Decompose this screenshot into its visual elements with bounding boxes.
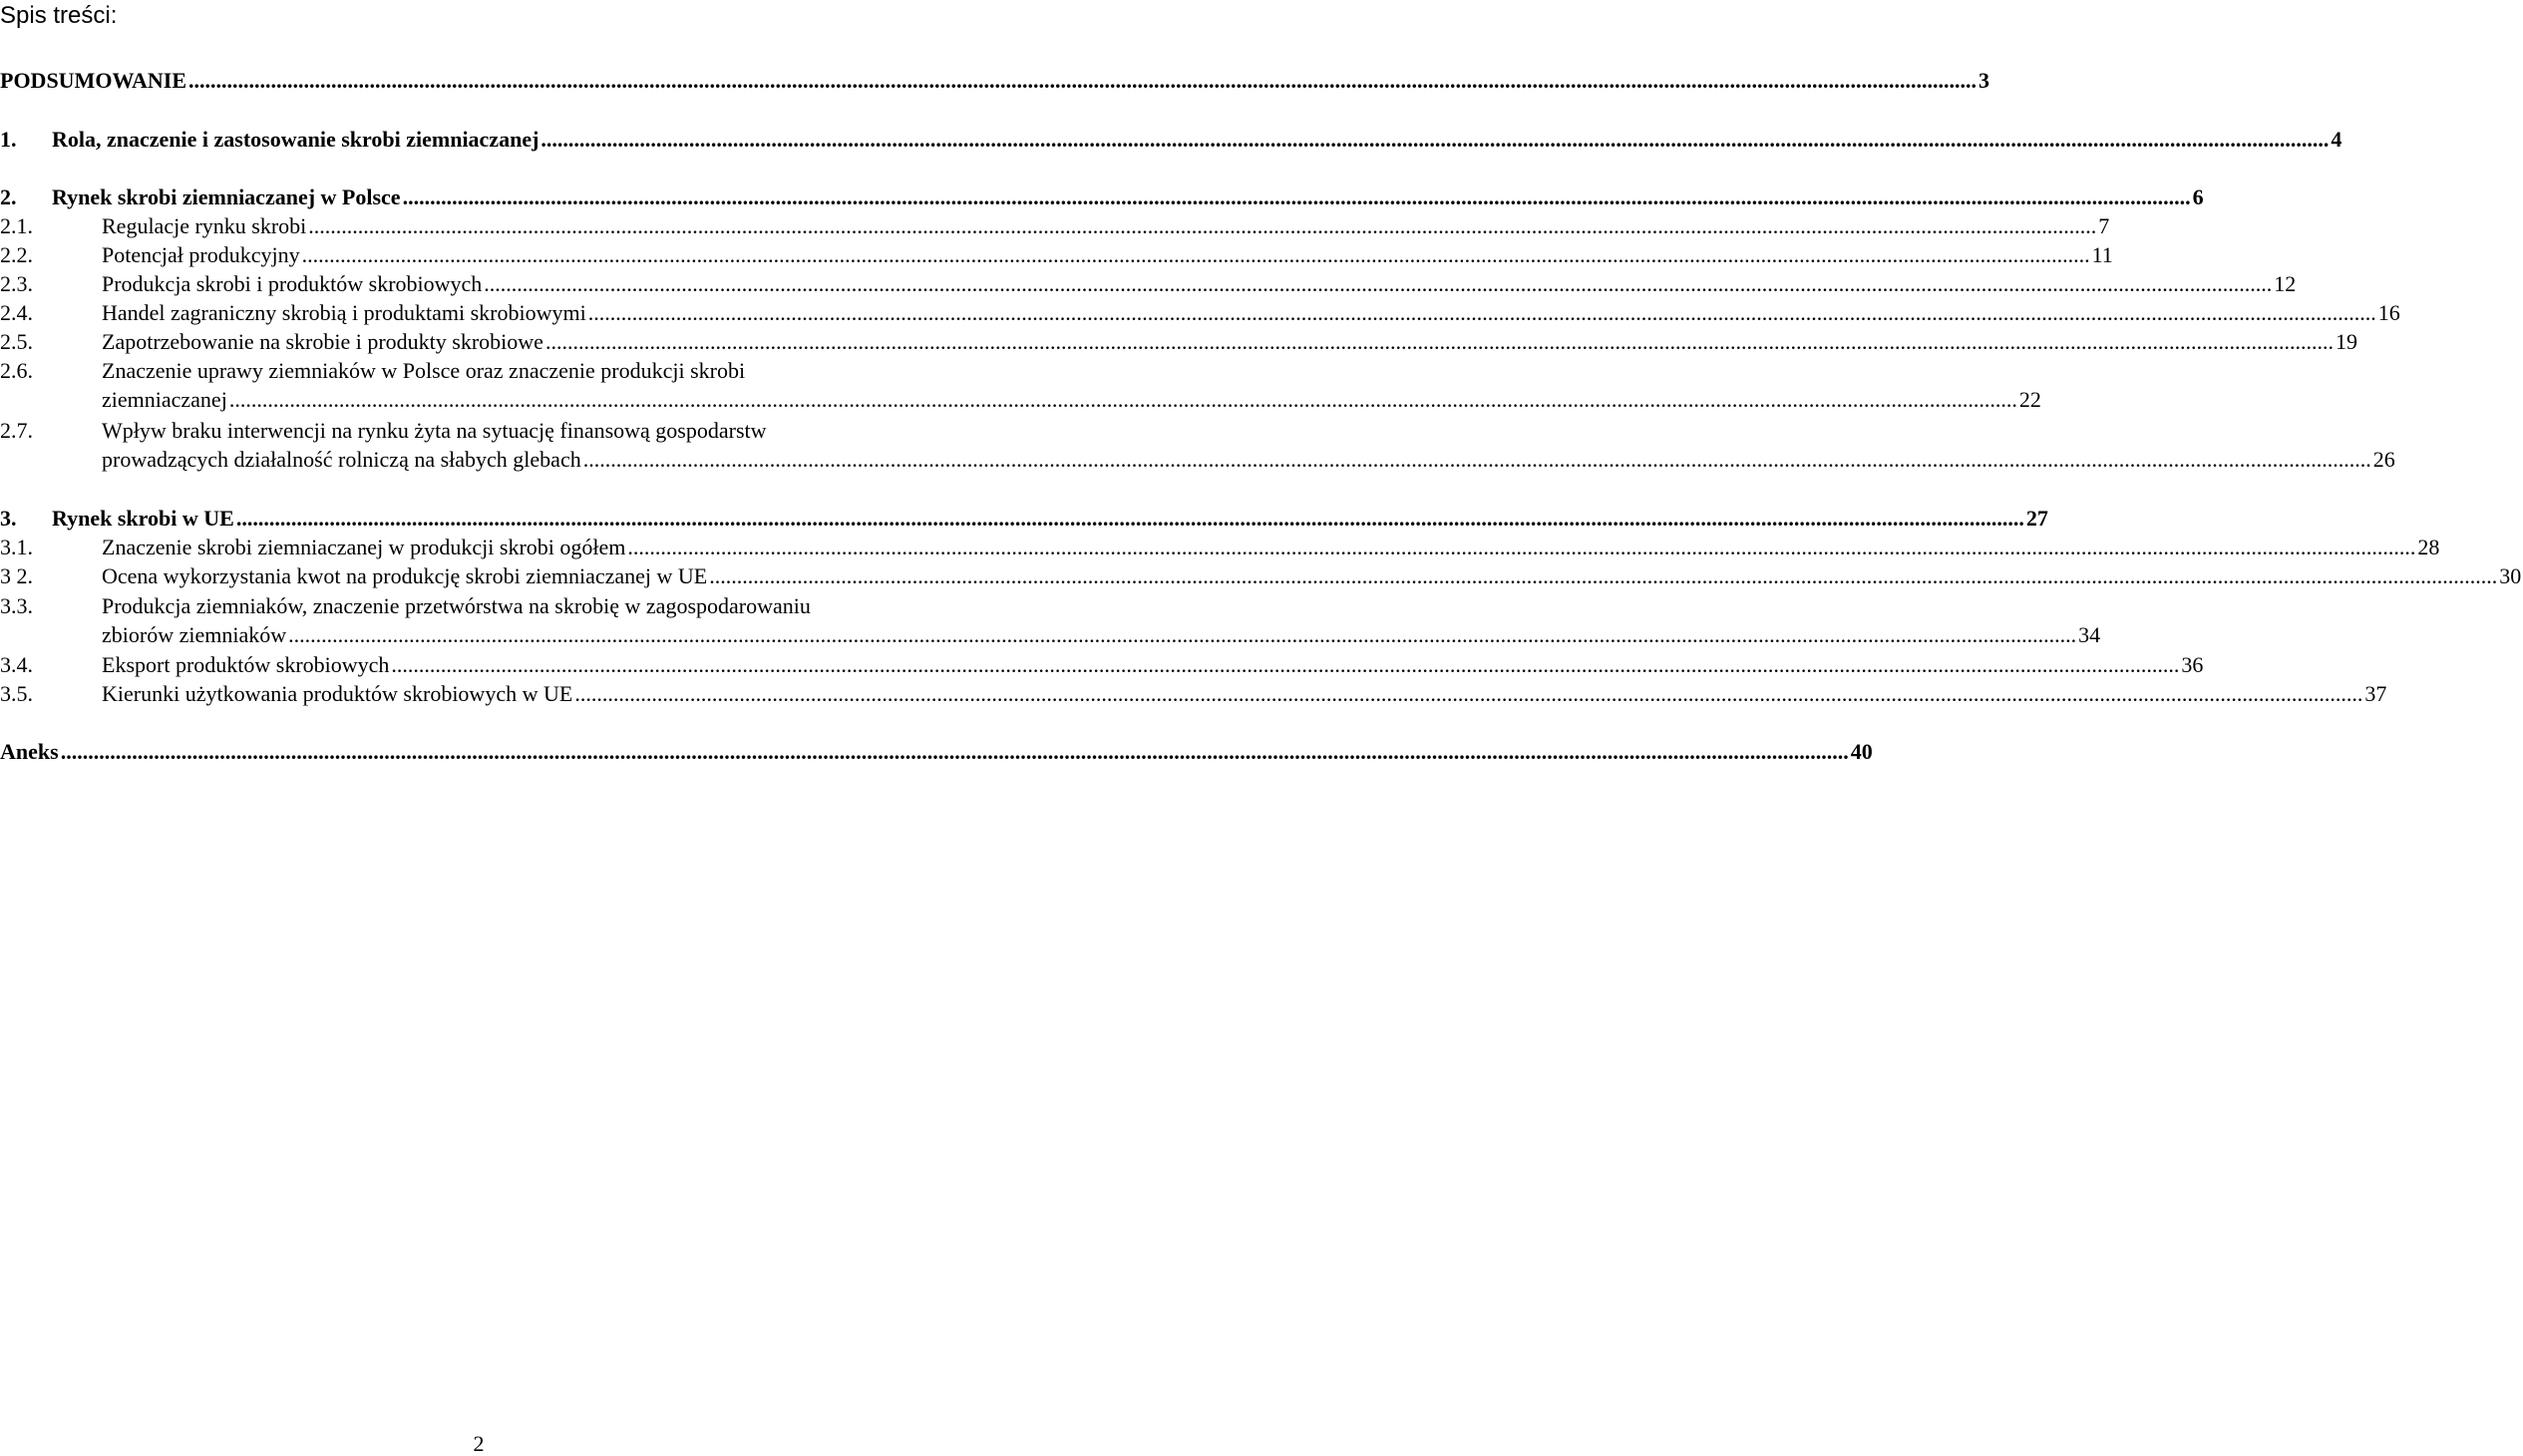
toc-entry-3-2[interactable] [0, 561, 2522, 590]
toc-entry-3-4[interactable] [0, 650, 2204, 679]
toc-page-number: 16 [2377, 300, 2400, 325]
toc-entry-number: 2.5. [0, 329, 33, 354]
toc-leader [574, 679, 2362, 708]
toc-page-number: 22 [2018, 387, 2041, 412]
toc-leader [403, 182, 2191, 211]
toc-entry-3-1[interactable] [0, 533, 2440, 561]
toc-entry-number: 2.1. [0, 213, 33, 238]
toc-entry-text: Rynek skrobi w UE [52, 506, 234, 531]
footer-page-number: 2 [473, 1431, 485, 1456]
toc-page-number: 37 [2364, 681, 2387, 706]
toc-entry-text: Znaczenie uprawy ziemniaków w Polsce oraz znaczenie produkcji skrobi [102, 358, 746, 383]
toc-entry-3-3-continuation[interactable] [102, 620, 2101, 649]
toc-entry-3[interactable] [0, 504, 2048, 533]
toc-entry-number: 3.4. [0, 652, 33, 677]
toc-entry-number: 2. [0, 184, 17, 209]
toc-entry-3-3[interactable] [0, 591, 957, 620]
toc-leader [229, 385, 2017, 414]
toc-entry-2[interactable] [0, 182, 2204, 211]
toc-entry-text: Rynek skrobi ziemniaczanej w Polsce [52, 184, 401, 209]
toc-entry-text: Wpływ braku interwencji na rynku żyta na sytuację finansową gospodarstw [102, 418, 767, 443]
toc-entry-text-continuation: zbiorów ziemniaków [102, 622, 287, 647]
toc-entry-number: 3 2. [0, 563, 33, 588]
toc-page-number: 12 [2274, 271, 2297, 296]
toc-entry-number: 3.3. [0, 593, 33, 618]
toc-entry-number: 1. [0, 127, 17, 152]
toc-leader [288, 620, 2076, 649]
toc-entry-number: 2.6. [0, 358, 33, 383]
toc-entry-2-7-continuation[interactable] [102, 445, 2395, 474]
toc-leader [627, 533, 2415, 561]
toc-entry-number: 2.7. [0, 418, 33, 443]
toc-page-number: 34 [2078, 622, 2101, 647]
toc-page-number: 26 [2372, 447, 2395, 472]
toc-entry-number: 2.2. [0, 242, 33, 267]
toc-entry-2-6-continuation[interactable] [102, 385, 2041, 414]
toc-leader [236, 504, 2024, 533]
toc-leader [61, 737, 1849, 766]
toc-entry-1[interactable] [0, 125, 2343, 154]
toc-entry-text: Ocena wykorzystania kwot na produkcję skrobi ziemniaczanej w UE [102, 563, 708, 588]
toc-entry-2-2[interactable] [0, 240, 2113, 269]
toc-page-number: 19 [2335, 329, 2357, 354]
toc-page-number: 7 [2098, 213, 2110, 238]
toc-page-number: 27 [2025, 506, 2048, 531]
toc-leader [302, 240, 2090, 269]
toc-entry-text: PODSUMOWANIE [0, 68, 187, 93]
toc-entry-2-1[interactable] [0, 211, 2110, 240]
toc-entry-text: Znaczenie skrobi ziemniaczanej w produkcji skrobi ogółem [102, 535, 626, 559]
toc-entry-aneks[interactable] [0, 737, 1873, 766]
toc-entry-number: 3.5. [0, 681, 33, 706]
toc-leader [583, 445, 2371, 474]
toc-entry-text: Produkcja skrobi i produktów skrobiowych [102, 271, 483, 296]
toc-leader [308, 211, 2096, 240]
toc-entry-2-5[interactable] [0, 327, 2357, 356]
toc-entry-2-6[interactable] [0, 356, 957, 385]
toc-entry-text: Handel zagraniczny skrobią i produktami skrobiowymi [102, 300, 586, 325]
toc-page-number: 6 [2192, 184, 2204, 209]
toc-entry-number: 2.4. [0, 300, 33, 325]
toc-entry-text: Zapotrzebowanie na skrobie i produkty skrobiowe [102, 329, 543, 354]
toc-leader [541, 125, 2329, 154]
toc-leader [188, 66, 1977, 95]
toc-page-number: 36 [2181, 652, 2204, 677]
toc-entry-2-7[interactable] [0, 416, 957, 445]
toc-entry-number: 2.3. [0, 271, 33, 296]
page-title: Spis treści: [0, 2, 118, 29]
toc-entry-2-3[interactable] [0, 269, 2297, 298]
toc-entry-text-continuation: ziemniaczanej [102, 387, 227, 412]
toc-entry-text-continuation: prowadzących działalność rolniczą na słabych glebach [102, 447, 581, 472]
toc-leader [588, 298, 2376, 327]
toc-entry-text: Kierunki użytkowania produktów skrobiowych w UE [102, 681, 573, 706]
toc-entry-3-5[interactable] [0, 679, 2387, 708]
toc-entry-text: Produkcja ziemniaków, znaczenie przetwórstwa na skrobię w zagospodarowaniu [102, 593, 811, 618]
toc-page-number: 11 [2091, 242, 2113, 267]
toc-page-number: 30 [2499, 563, 2522, 588]
toc-entry-text: Regulacje rynku skrobi [102, 213, 307, 238]
toc-page-number: 3 [1979, 68, 1990, 93]
toc-page-number: 28 [2417, 535, 2440, 559]
toc-entry-number: 3. [0, 506, 17, 531]
toc-entry-text: Rola, znaczenie i zastosowanie skrobi ziemniaczanej [52, 127, 540, 152]
toc-entry-number: 3.1. [0, 535, 33, 559]
toc-entry-podsumowanie[interactable] [0, 66, 1990, 95]
toc-entry-text: Potencjał produkcyjny [102, 242, 300, 267]
toc-entry-2-4[interactable] [0, 298, 2400, 327]
toc-leader [391, 650, 2179, 679]
toc-leader [484, 269, 2272, 298]
toc-leader [545, 327, 2334, 356]
toc-page-number: 40 [1850, 739, 1873, 764]
toc-leader [709, 561, 2497, 590]
toc-entry-text: Aneks [0, 739, 59, 764]
toc-entry-text: Eksport produktów skrobiowych [102, 652, 390, 677]
toc-page-number: 4 [2331, 127, 2343, 152]
